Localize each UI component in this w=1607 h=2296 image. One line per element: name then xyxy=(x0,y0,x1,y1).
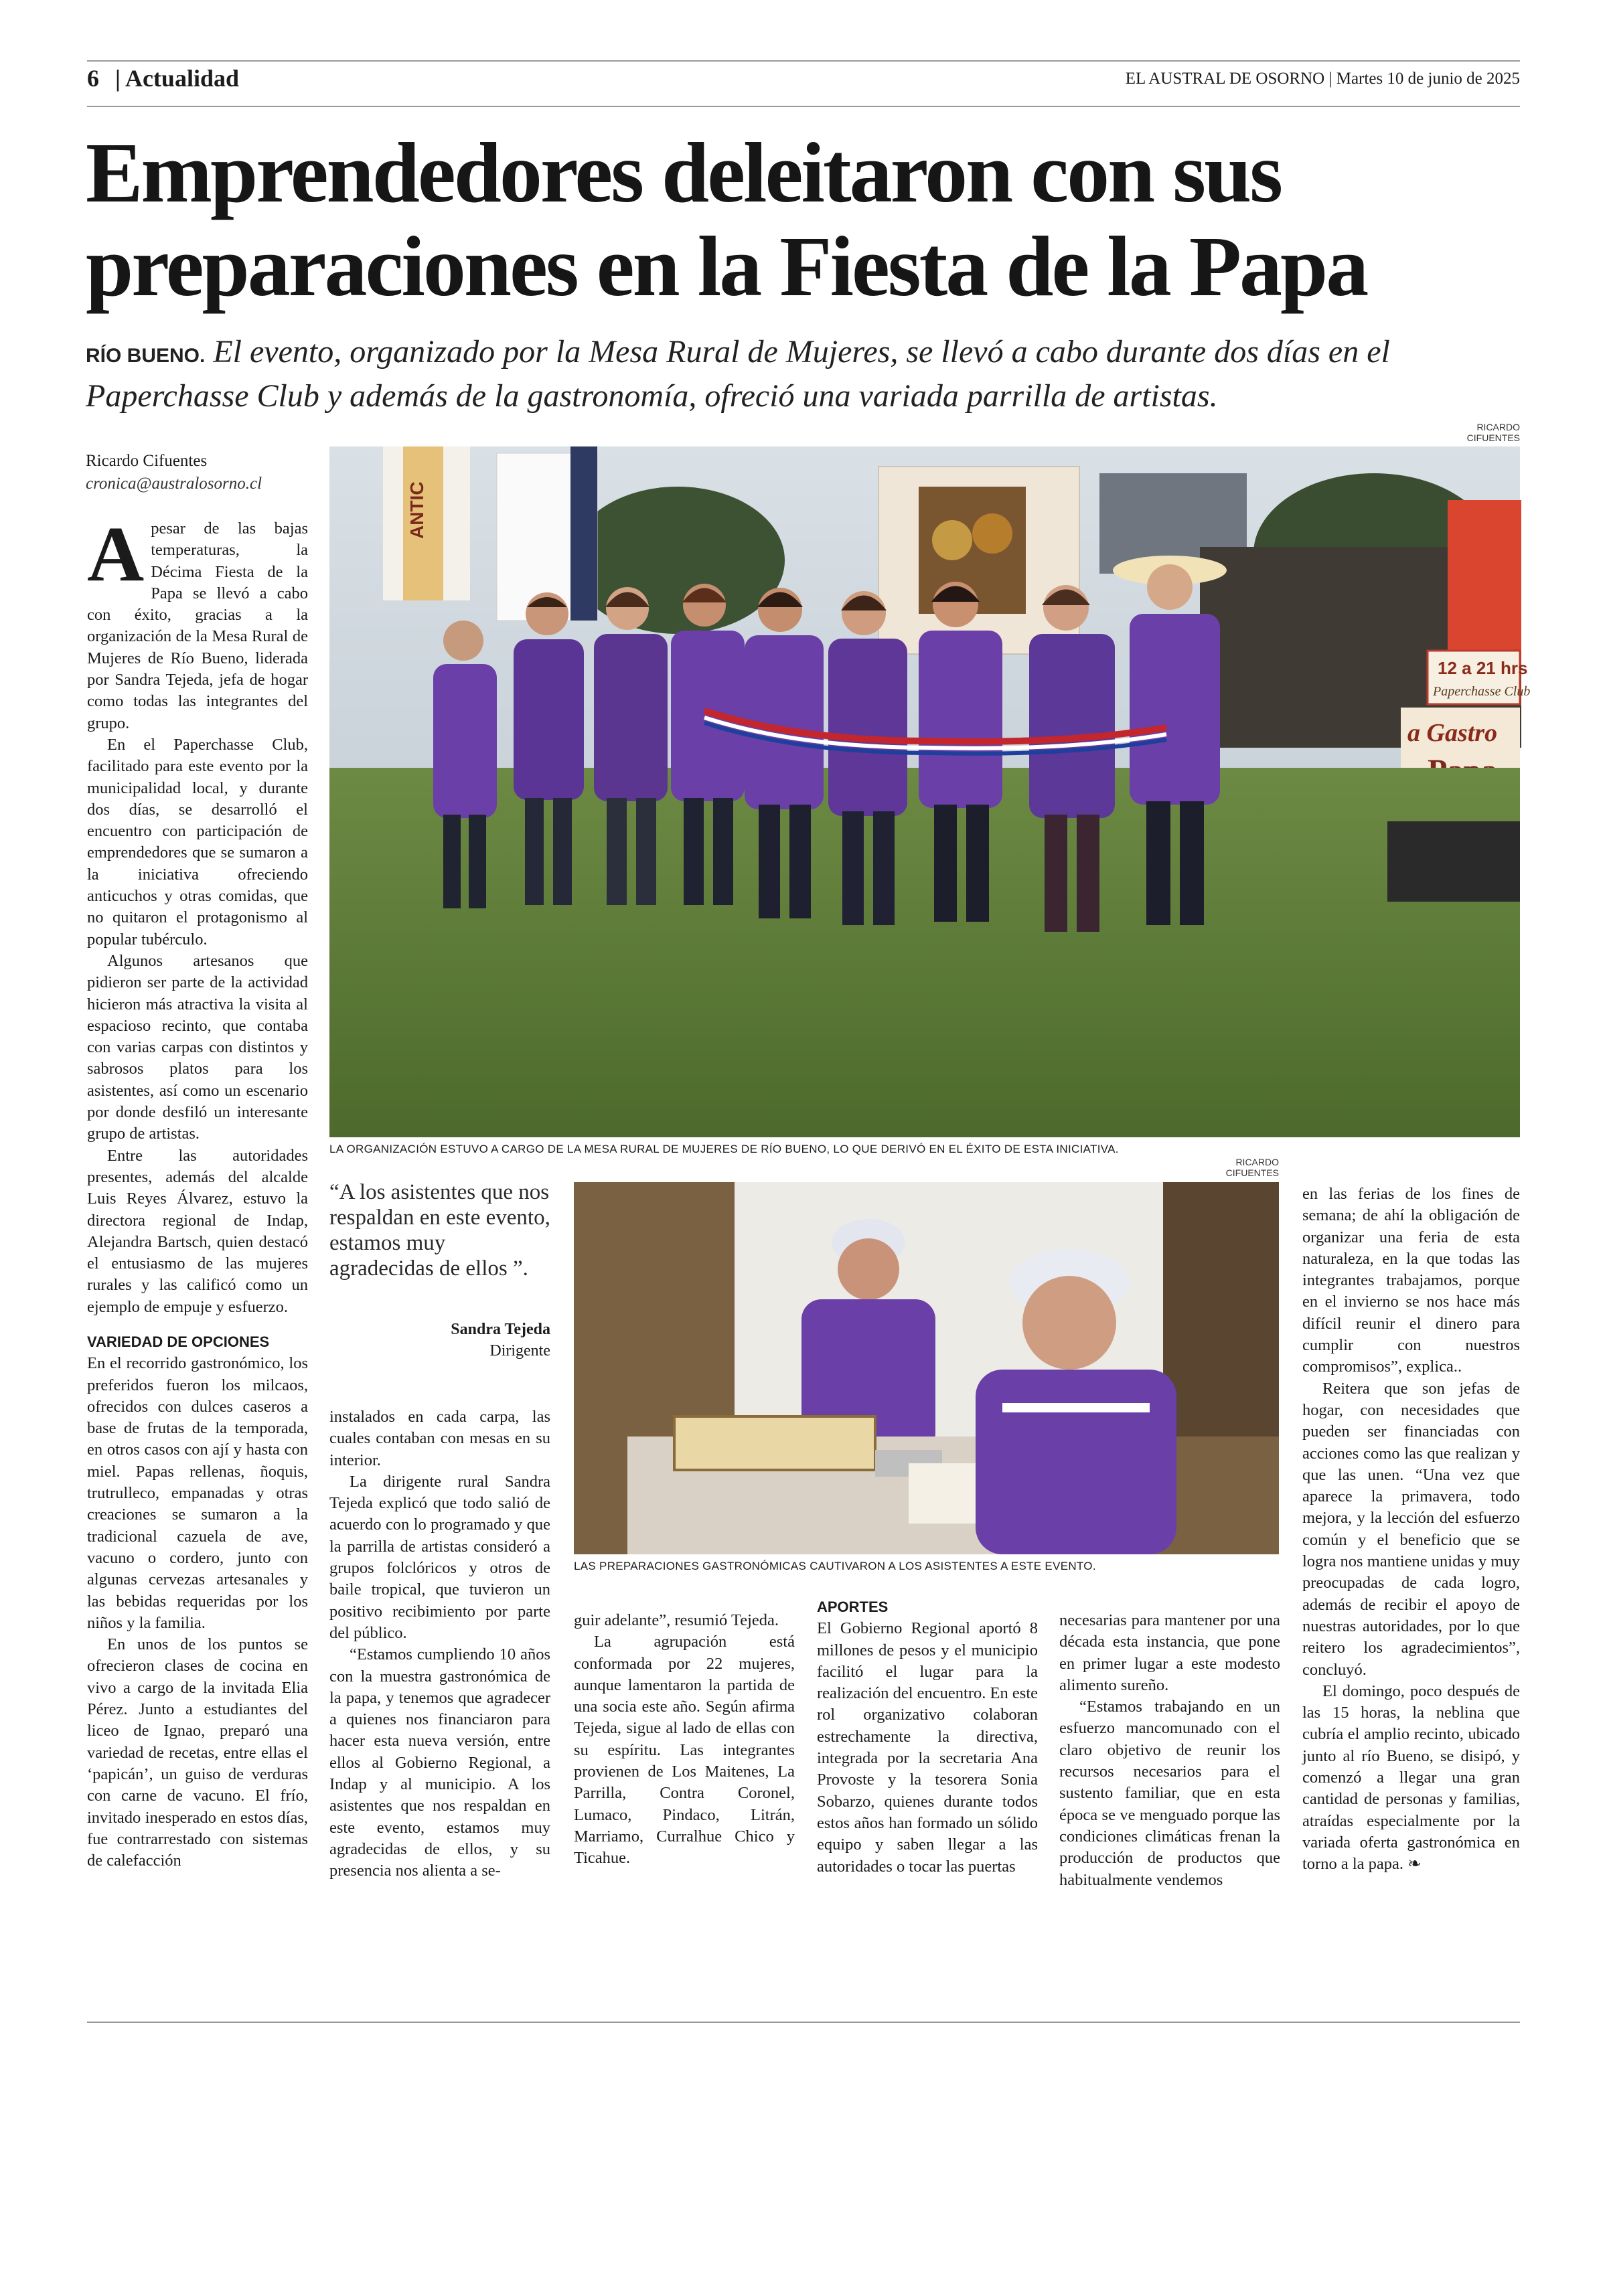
main-photo-credit: RICARDO CIFUENTES xyxy=(1466,422,1520,443)
body-column-3 xyxy=(574,1610,795,1870)
sign-gastro: a Gastro xyxy=(1407,719,1498,747)
end-mark-icon: ❧ xyxy=(1407,1855,1422,1874)
article-dek xyxy=(86,332,1525,416)
second-photo-caption: LAS PREPARACIONES GASTRONÓMICAS CAUTIVARON A LOS ASISTENTES A ESTE EVENTO. xyxy=(574,1560,1096,1572)
paragraph: “Estamos cumpliendo 10 años con la muestra gastronómica de la papa, y tenemos que agradecer a quienes nos financiaron para hacer esta nueva versión, entre ellos al Gobierno Regional, a Indap y al municipio. A los asistentes que nos respaldan en este evento, estamos muy agradecidas de ellos, y su presencia nos alienta a se- xyxy=(329,1645,550,1880)
body-column-6 xyxy=(1302,1183,1520,1876)
pull-quote: “A los asistentes que nos respaldan en este evento, estamos muy agradecidas de ellos ”. xyxy=(329,1180,550,1281)
pull-quote-author: Sandra Tejeda xyxy=(451,1321,550,1338)
top-rule xyxy=(87,60,1520,62)
body-column-4 xyxy=(817,1596,1038,1878)
body-column-5 xyxy=(1059,1610,1280,1891)
paragraph: “Estamos trabajando en un esfuerzo mancomunado con el claro objetivo de reunir los recursos necesarios para el sustento familiar, que en esta época se ve menguado porque las condiciones climáticas frenan la producción de productos que habitualmente vendemos xyxy=(1059,1698,1280,1889)
page-header xyxy=(87,64,1520,99)
paragraph: Entre las autoridades presentes, además del alcalde Luis Reyes Álvarez, estuvo la directora regional de Indap, Alejandra Bartsch, quien destacó el entusiasmo de las mujeres rurales y las calificó como un ejemplo de empuje y esfuerzo. xyxy=(87,1146,308,1316)
paragraph: Algunos artesanos que pidieron ser parte de la actividad hicieron más atractiva la visita al espacioso recinto, que contaba con varias carpas con distintos y sabrosos platos para los asistentes, así como un escenario por donde desfiló un interesante grupo de artistas. xyxy=(87,951,308,1143)
headline xyxy=(86,126,1525,313)
paragraph-text: pesar de las bajas temperaturas, la Décima Fiesta de la Papa se llevó a cabo con éxito, gracias a la organización de la Mesa Rural de Mujeres de Río Bueno, liderada por Sandra Tejeda, jefa de hogar como todas las integrantes del grupo. xyxy=(87,519,308,732)
paragraph: En el recorrido gastronómico, los preferidos fueron los milcaos, ofrecidos con dulces caseros a base de frutas de la temporada, en otros casos con ají y hasta con miel. Papas rellenas, ñoquis, trutrulleco, empanadas y otras creaciones se sumaron a la tradicional cazuela de ave, vacuno o cordero, junto con algunas cervezas artesanales y las bebidas requeridas por los niños y la familia. xyxy=(87,1354,308,1632)
paragraph: guir adelante”, resumió Tejeda. xyxy=(574,1611,779,1629)
header-rule xyxy=(87,106,1520,107)
main-photo-illustration xyxy=(329,446,1531,1137)
second-photo xyxy=(574,1182,1279,1554)
paragraph xyxy=(87,510,308,734)
headline-line-2: preparaciones en la Fiesta de la Papa xyxy=(86,219,1367,314)
headline-line-1: Emprendedores deleitaron con sus xyxy=(86,125,1282,220)
section-name: | Actualidad xyxy=(115,65,239,92)
main-photo-caption: LA ORGANIZACIÓN ESTUVO A CARGO DE LA MESA RURAL DE MUJERES DE RÍO BUENO, LO QUE DERIVÓ EN EL ÉXITO DE ESTA INICIATIVA. xyxy=(329,1143,1119,1155)
dek-text: El evento, organizado por la Mesa Rural de Mujeres, se llevó a cabo durante dos días en el Paperchasse Club y además de la gastronomía, ofreció una variada parrilla de artistas. xyxy=(86,334,1390,414)
subheading: VARIEDAD DE OPCIONES xyxy=(87,1333,270,1350)
paragraph-text: El domingo, poco después de las 15 horas, la neblina que cubría el amplio recinto, ubicado junto al río Bueno, se disipó, y comenzó a llegar una gran cantidad de personas y familias, atraídas especialmente por la variada oferta gastronómica en torno a la papa. xyxy=(1302,1682,1520,1874)
pull-quote-role: Dirigente xyxy=(489,1342,550,1360)
publication-info: EL AUSTRAL DE OSORNO | Martes 10 de junio de 2025 xyxy=(1125,70,1520,88)
second-photo-illustration xyxy=(574,1182,1279,1554)
paragraph: necesarias para mantener por una década esta instancia, que pone en primer lugar a este modesto alimento sureño. xyxy=(1059,1611,1280,1694)
main-photo xyxy=(329,446,1531,1137)
body-column-1 xyxy=(87,510,308,1872)
paragraph: En el Paperchasse Club, facilitado para este evento por la municipalidad local, y durante dos días, se desarrolló el encuentro con participación de emprendedores que se sumaron a la iniciativa ofreciendo anticuchos y otras comidas, que no quitaron el protagonismo al popular tubérculo. xyxy=(87,735,308,949)
body-column-2 xyxy=(329,1406,550,1882)
paragraph: La agrupación está conformada por 22 mujeres, aunque lamentaron la partida de una socia este año. Según afirma Tejeda, sigue al lado de ellas con su espíritu. Las integrantes provienen de Los Maitenes, La Parrilla, Contra Coronel, Lumaco, Pindaco, Litrán, Marriamo, Curralhue Chico y Ticahue. xyxy=(574,1633,795,1868)
drop-cap: A xyxy=(87,510,145,598)
banner-text: ANTIC xyxy=(406,481,427,539)
byline xyxy=(86,450,262,495)
paragraph xyxy=(1302,1681,1520,1876)
dek-location: RÍO BUENO. xyxy=(86,345,206,367)
publication-name: EL AUSTRAL DE OSORNO xyxy=(1125,70,1325,88)
paragraph: Reitera que son jefas de hogar, con necesidades que pueden ser financiadas con acciones como las que realizan y que las unen. “Una vez que aparece la primavera, todo mejora, y la lección del esfuerzo común y el beneficio que se logra nos mantiene unidas y muy preocupadas de cada logro, además de recibir el apoyo de nuestras autoridades, por lo que reitero los agradecimientos”, concluyó. xyxy=(1302,1379,1520,1679)
page-number: 6 xyxy=(87,65,99,92)
paragraph: En unos de los puntos se ofrecieron clases de cocina en vivo a cargo de la invitada Elia Pérez. Junto a estudiantes del liceo de Ignao, preparó una variedad de recetas, entre ellas el ‘papicán’, un guiso de verduras con carne de vacuno. El frío, invitado inesperado en estos días, fue contrarrestado con sistemas de calefacción xyxy=(87,1635,308,1870)
author-name: Ricardo Cifuentes xyxy=(86,452,208,470)
section-label: Actualidad xyxy=(125,65,239,92)
paragraph: en las ferias de los fines de semana; de ahí la obligación de organizar una feria de esta naturaleza, en la que todas las integrantes trabajamos, porque en el invierno se nos hace más difícil reunir el dinero para cumplir con nuestros compromisos”, explica.. xyxy=(1302,1185,1520,1376)
bottom-rule xyxy=(87,2022,1520,2023)
paragraph: El Gobierno Regional aportó 8 millones de pesos y el municipio facilitó el lugar para la realización del encuentro. En este rol organizativo colaboran estrechamente la directiva, integrada por la secretaria Ana Provoste y la tesorera Sonia Sobarzo, quienes durante todos estos años han formado un sólido equipo y saben llegar a las autoridades o tocar las puertas xyxy=(817,1619,1038,1876)
author-email: cronica@australosorno.cl xyxy=(86,475,262,493)
issue-date: Martes 10 de junio de 2025 xyxy=(1336,70,1520,88)
subheading: APORTES xyxy=(817,1598,889,1615)
paragraph: La dirigente rural Sandra Tejeda explicó que todo salió de acuerdo con lo programado y que la parrilla de artistas consideró a grupos folclóricos y otros de baile tropical, que tuvieron un positivo recibimiento por parte del público. xyxy=(329,1472,550,1642)
pull-quote-attribution xyxy=(329,1319,550,1362)
paragraph: instalados en cada carpa, las cuales contaban con mesas en su interior. xyxy=(329,1408,550,1469)
second-photo-credit: RICARDO CIFUENTES xyxy=(1225,1157,1279,1178)
sign-venue: Paperchasse Club xyxy=(1433,684,1531,699)
sign-dates: 12 a 21 hrs xyxy=(1438,658,1528,678)
